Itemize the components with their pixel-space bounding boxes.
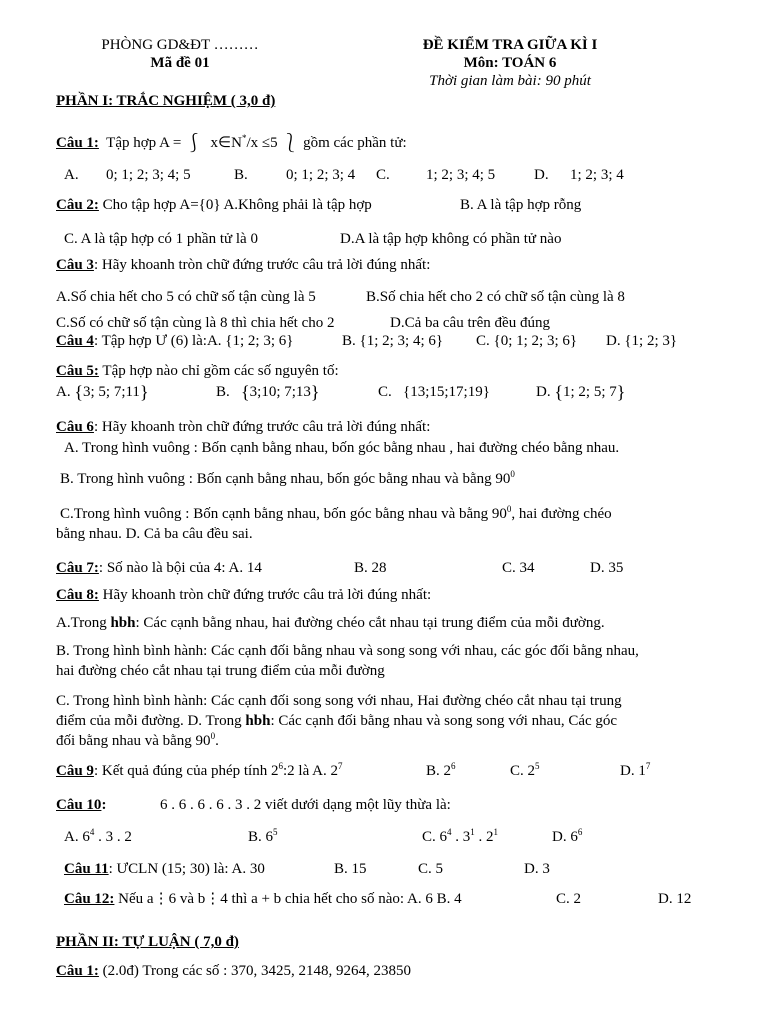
q8-option-d-cont: đối bằng nhau và bằng $90^0$.: [56, 731, 219, 749]
q4-option-b: B. {1; 2; 3; 4; 6}: [342, 333, 444, 349]
q6-option-b: B. Trong hình vuông : Bốn cạnh bằng nhau, bốn góc bằng nhau và bằng $90^0$: [60, 469, 515, 487]
q2-option-b: B. A là tập hợp rỗng: [460, 197, 582, 213]
exam-time: Thời gian làm bài: 90 phút: [429, 73, 591, 89]
q3-option-d: D.Cả ba câu trên đều đúng: [390, 315, 550, 331]
q3-option-b: B.Số chia hết cho 2 có chữ số tận cùng là 8: [366, 289, 625, 305]
q1-option-d: D.: [534, 167, 549, 183]
exam-subject: Môn: TOÁN 6: [463, 55, 557, 71]
q1-option-d-text: 1; 2; 3; 4: [570, 167, 624, 183]
q10-option-d: D. $6^6$: [552, 827, 583, 845]
q7-option-d: D. 35: [590, 560, 624, 576]
q2-option-d: D.A là tập hợp không có phần tử nào: [340, 231, 562, 247]
q2-option-c: C. A là tập hợp có 1 phần tử là 0: [64, 231, 258, 247]
question-7: Câu 7:: Số nào là bội của 4: A. 14: [56, 560, 262, 576]
question-10: Câu 10:: [56, 797, 107, 813]
part1-title: PHẦN I: TRẮC NGHIỆM ( 3,0 đ): [56, 93, 276, 109]
q8-option-c: C. Trong hình bình hành: Các cạnh đối song song với nhau, Hai đường chéo cắt nhau tại trung: [56, 693, 622, 709]
q3-option-c: C.Số có chữ số tận cùng là 8 thì chia hết cho 2: [56, 315, 335, 331]
part2-question-1: Câu 1: (2.0đ) Trong các số : 370, 3425, 2148, 9264, 23850: [56, 963, 411, 979]
question-1: Câu 1: Tập hợp A = ⎰ x∈N*/x ≤5 ⎱ gồm các phần tử:: [56, 133, 407, 153]
q4-option-c: C. {0; 1; 2; 3; 6}: [476, 333, 578, 349]
q4-option-d: D. {1; 2; 3}: [606, 333, 678, 349]
q6-option-c-cont: bằng nhau. D. Cả ba câu đều sai.: [56, 526, 253, 542]
q10-option-c: C. $6^4$ . $3^1$ . $2^1$: [422, 827, 499, 845]
q10-option-b: B. $6^5$: [248, 827, 278, 845]
q1-option-c-text: 1; 2; 3; 4; 5: [426, 167, 496, 183]
question-11: Câu 11: ƯCLN (15; 30) là: A. 30: [64, 861, 265, 877]
q7-option-c: C. 34: [502, 560, 535, 576]
q1-option-c: C.: [376, 167, 390, 183]
q12-option-d: D. 12: [658, 891, 692, 907]
q1-option-b-text: 0; 1; 2; 3; 4: [286, 167, 356, 183]
question-9: Câu 9: Kết quả đúng của phép tính $2^6:2$ là A. $2^7$: [56, 761, 343, 779]
q9-option-b: B. $2^6$: [426, 761, 456, 779]
q9-option-d: D. $1^7$: [620, 761, 651, 779]
q8-option-a: A.Trong hbh: Các cạnh bằng nhau, hai đường chéo cắt nhau tại trung điểm của mỗi đường.: [56, 615, 605, 631]
q5-option-b: B. {3;10; 7;13}: [216, 382, 320, 402]
q5-option-d: D. {1; 2; 5; 7}: [536, 382, 626, 402]
q8-option-b-cont: hai đường chéo cắt nhau tại trung điểm của mỗi đường: [56, 663, 385, 679]
exam-title: ĐỀ KIỂM TRA GIỮA KÌ I: [422, 37, 598, 53]
q1-option-b: B.: [234, 167, 248, 183]
department-line: PHÒNG GD&ĐT ………: [101, 37, 259, 53]
q7-option-b: B. 28: [354, 560, 387, 576]
q8-option-c-cont: điểm của mỗi đường. D. Trong hbh: Các cạnh đối bằng nhau và song song với nhau, Các góc: [56, 713, 618, 729]
q5-option-a: A. {3; 5; 7;11}: [56, 382, 149, 402]
q9-option-c: C. $2^5$: [510, 761, 540, 779]
q11-option-c: C. 5: [418, 861, 444, 877]
q5-option-c: C. {13;15;17;19}: [378, 384, 490, 400]
question-2: Câu 2: Cho tập hợp A={0} A.Không phải là tập hợp: [56, 197, 372, 213]
q11-option-b: B. 15: [334, 861, 367, 877]
q1-option-a: A.: [64, 167, 79, 183]
question-8: Câu 8: Hãy khoanh tròn chữ đứng trước câu trả lời đúng nhất:: [56, 587, 432, 603]
q8-option-b: B. Trong hình bình hành: Các cạnh đối bằng nhau và song song với nhau, các góc đối bằng nhau,: [56, 643, 639, 659]
q6-option-a: A. Trong hình vuông : Bốn cạnh bằng nhau, bốn góc bằng nhau , hai đường chéo bằng nhau.: [64, 440, 620, 456]
q1-option-a-text: 0; 1; 2; 3; 4; 5: [106, 167, 191, 183]
q12-option-c: C. 2: [556, 891, 582, 907]
question-5: Câu 5: Tập hợp nào chỉ gồm các số nguyên tố:: [56, 363, 339, 379]
q3-option-a: A.Số chia hết cho 5 có chữ số tận cùng là 5: [56, 289, 316, 305]
question-4: Câu 4: Tập hợp Ư (6) là:A. {1; 2; 3; 6}: [56, 333, 294, 349]
part2-title: PHẦN II: TỰ LUẬN ( 7,0 đ): [56, 934, 239, 950]
exam-code: Mã đề 01: [150, 55, 210, 71]
q6-option-c: C.Trong hình vuông : Bốn cạnh bằng nhau, bốn góc bằng nhau và bằng $90^0$, hai đường chéo: [60, 504, 612, 522]
q11-option-d: D. 3: [524, 861, 550, 877]
question-6: Câu 6: Hãy khoanh tròn chữ đứng trước câu trả lời đúng nhất:: [56, 419, 431, 435]
question-12: Câu 12: Nếu a⋮6 và b⋮4 thì a + b chia hết cho số nào: A. 6 B. 4: [64, 891, 462, 907]
q10-option-a: A. $6^4$ . 3 . 2: [64, 827, 132, 845]
question-3: Câu 3: Hãy khoanh tròn chữ đứng trước câu trả lời đúng nhất:: [56, 257, 431, 273]
q10-text: 6 . 6 . 6 . 6 . 3 . 2 viết dưới dạng một lũy thừa là:: [160, 797, 451, 813]
